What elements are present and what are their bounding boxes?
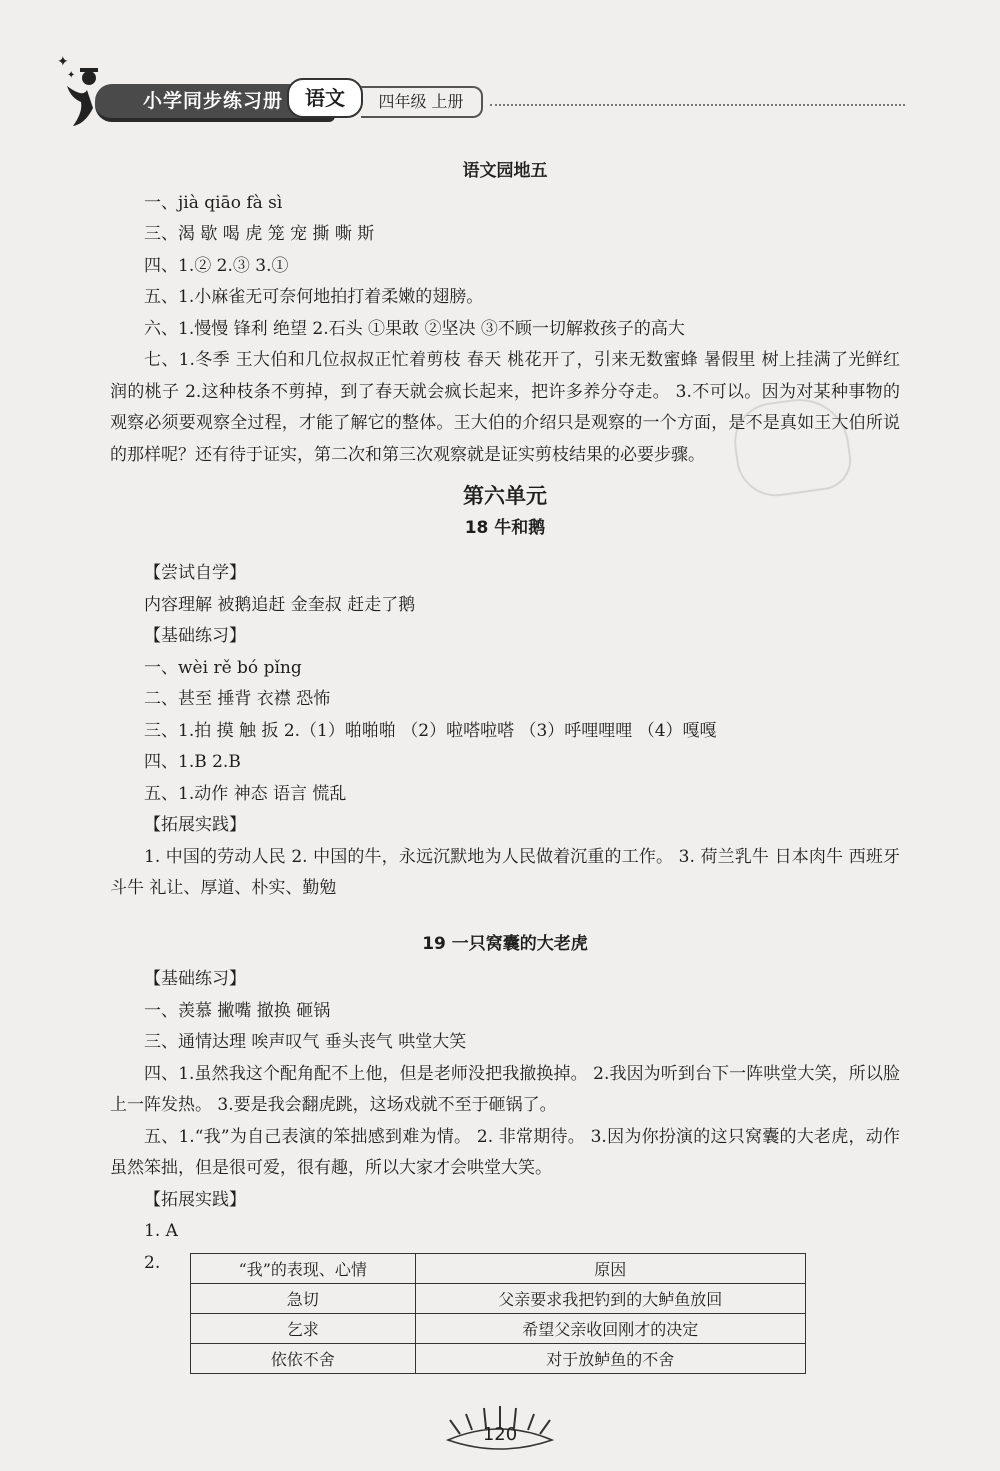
answer-line: 【拓展实践】 — [144, 1189, 246, 1210]
answer-line: 【基础练习】 — [144, 626, 246, 646]
lesson-title: 19 一只窝囊的大老虎 — [422, 933, 588, 954]
answer-line: 一、wèi rě bó pǐng — [144, 657, 302, 678]
answer-paragraph: 七、1.冬季 王大伯和几位叔叔正忙着剪枝 春天 桃花开了，引来无数蜜蜂 暑假里 树上挂满了光鲜红润的桃子 2.这种枝条不剪掉，到了春天就会疯长起来，把许多养分夺走。 3.不可以。因为对某种事物的观察必须要观察全过程，才能了解它的整体。王大伯的介绍只是观察的一个方面，是不是真如王大伯所说的那样呢？还有待于证实，第二次和第三次观察就是证实剪枝结果的必要步骤。 — [110, 350, 900, 465]
table-cell: 希望父亲收回刚才的决定 — [415, 1314, 806, 1344]
page-number-badge — [440, 1406, 560, 1456]
answer-line: 二、甚至 捶背 衣襟 恐怖 — [144, 689, 331, 709]
table-header-cell: 原因 — [415, 1254, 806, 1284]
answer-content — [110, 156, 900, 1279]
star-icon: ✦ — [57, 54, 69, 70]
answer-line: 三、1.拍 摸 触 扳 2.（1）啪啪啪 （2）啦嗒啦嗒 （3）呼哩哩哩 （4）嘎嘎 — [144, 720, 717, 741]
page-number: 120 — [482, 1424, 518, 1445]
section-title: 语文园地五 — [462, 161, 548, 181]
answer-line: 五、1.小麻雀无可奈何地拍打着柔嫩的翅膀。 — [144, 287, 484, 307]
answer-line: 一、羡慕 撇嘴 撤换 砸锅 — [144, 1000, 331, 1021]
answer-line: 【尝试自学】 — [144, 563, 246, 583]
answer-line: 六、1.慢慢 锋利 绝望 2.石头 ①果敢 ②坚决 ③不顾一切解救孩子的高大 — [144, 318, 685, 339]
answer-paragraph: 四、1.虽然我这个配角配不上他，但是老师没把我撤换掉。 2.我因为听到台下一阵哄堂大笑，所以脸上一阵发热。 3.要是我会翻虎跳，这场戏就不至于砸锅了。 — [110, 1063, 900, 1115]
page-header — [55, 48, 905, 128]
answer-line: 2. — [144, 1252, 161, 1273]
answer-table — [190, 1253, 806, 1374]
header-divider — [490, 104, 905, 106]
answer-line: 【拓展实践】 — [144, 815, 246, 835]
answer-line: 四、1.B 2.B — [144, 752, 241, 772]
table-header-row — [191, 1254, 806, 1284]
answer-paragraph: 1. 中国的劳动人民 2. 中国的牛，永远沉默地为人民做着沉重的工作。 3. 荷兰乳牛 日本肉牛 西班牙斗牛 礼让、厚道、朴实、勤勉 — [110, 846, 900, 898]
lesson-title: 18 牛和鹅 — [464, 517, 546, 538]
unit-title: 第六单元 — [463, 484, 547, 508]
star-icon: ✦ — [67, 70, 76, 81]
answer-line: 三、渴 歇 喝 虎 笼 宠 撕 嘶 斯 — [144, 224, 375, 244]
subject-label: 语文 — [287, 78, 363, 118]
answer-line: 内容理解 被鹅追赶 金奎叔 赶走了鹅 — [144, 594, 416, 615]
answer-line: 五、1.动作 神态 语言 慌乱 — [144, 783, 347, 804]
table-cell: 急切 — [191, 1284, 416, 1314]
table-cell: 对于放鲈鱼的不舍 — [415, 1344, 806, 1374]
table-header-cell: “我”的表现、心情 — [191, 1254, 416, 1284]
answer-line: 一、jià qiāo fà sì — [144, 192, 283, 213]
table-cell: 乞求 — [191, 1314, 416, 1344]
answer-paragraph: 五、1.“我”为自己表演的笨拙感到难为情。 2. 非常期待。 3.因为你扮演的这只窝囊的大老虎，动作虽然笨拙，但是很可爱，很有趣，所以大家才会哄堂大笑。 — [110, 1126, 900, 1178]
table-row — [191, 1344, 806, 1374]
series-title: 小学同步练习册 — [143, 90, 284, 112]
answer-line: 四、1.② 2.③ 3.① — [144, 255, 289, 276]
table-cell: 父亲要求我把钓到的大鲈鱼放回 — [415, 1284, 806, 1314]
grade-label: 四年级 上册 — [361, 86, 483, 118]
table-row — [191, 1314, 806, 1344]
table-row — [191, 1284, 806, 1314]
table-cell: 依依不舍 — [191, 1344, 416, 1374]
answer-line: 1. A — [144, 1221, 178, 1241]
answer-line: 【基础练习】 — [144, 969, 246, 989]
answer-line: 三、通情达理 唉声叹气 垂头丧气 哄堂大笑 — [144, 1032, 467, 1052]
